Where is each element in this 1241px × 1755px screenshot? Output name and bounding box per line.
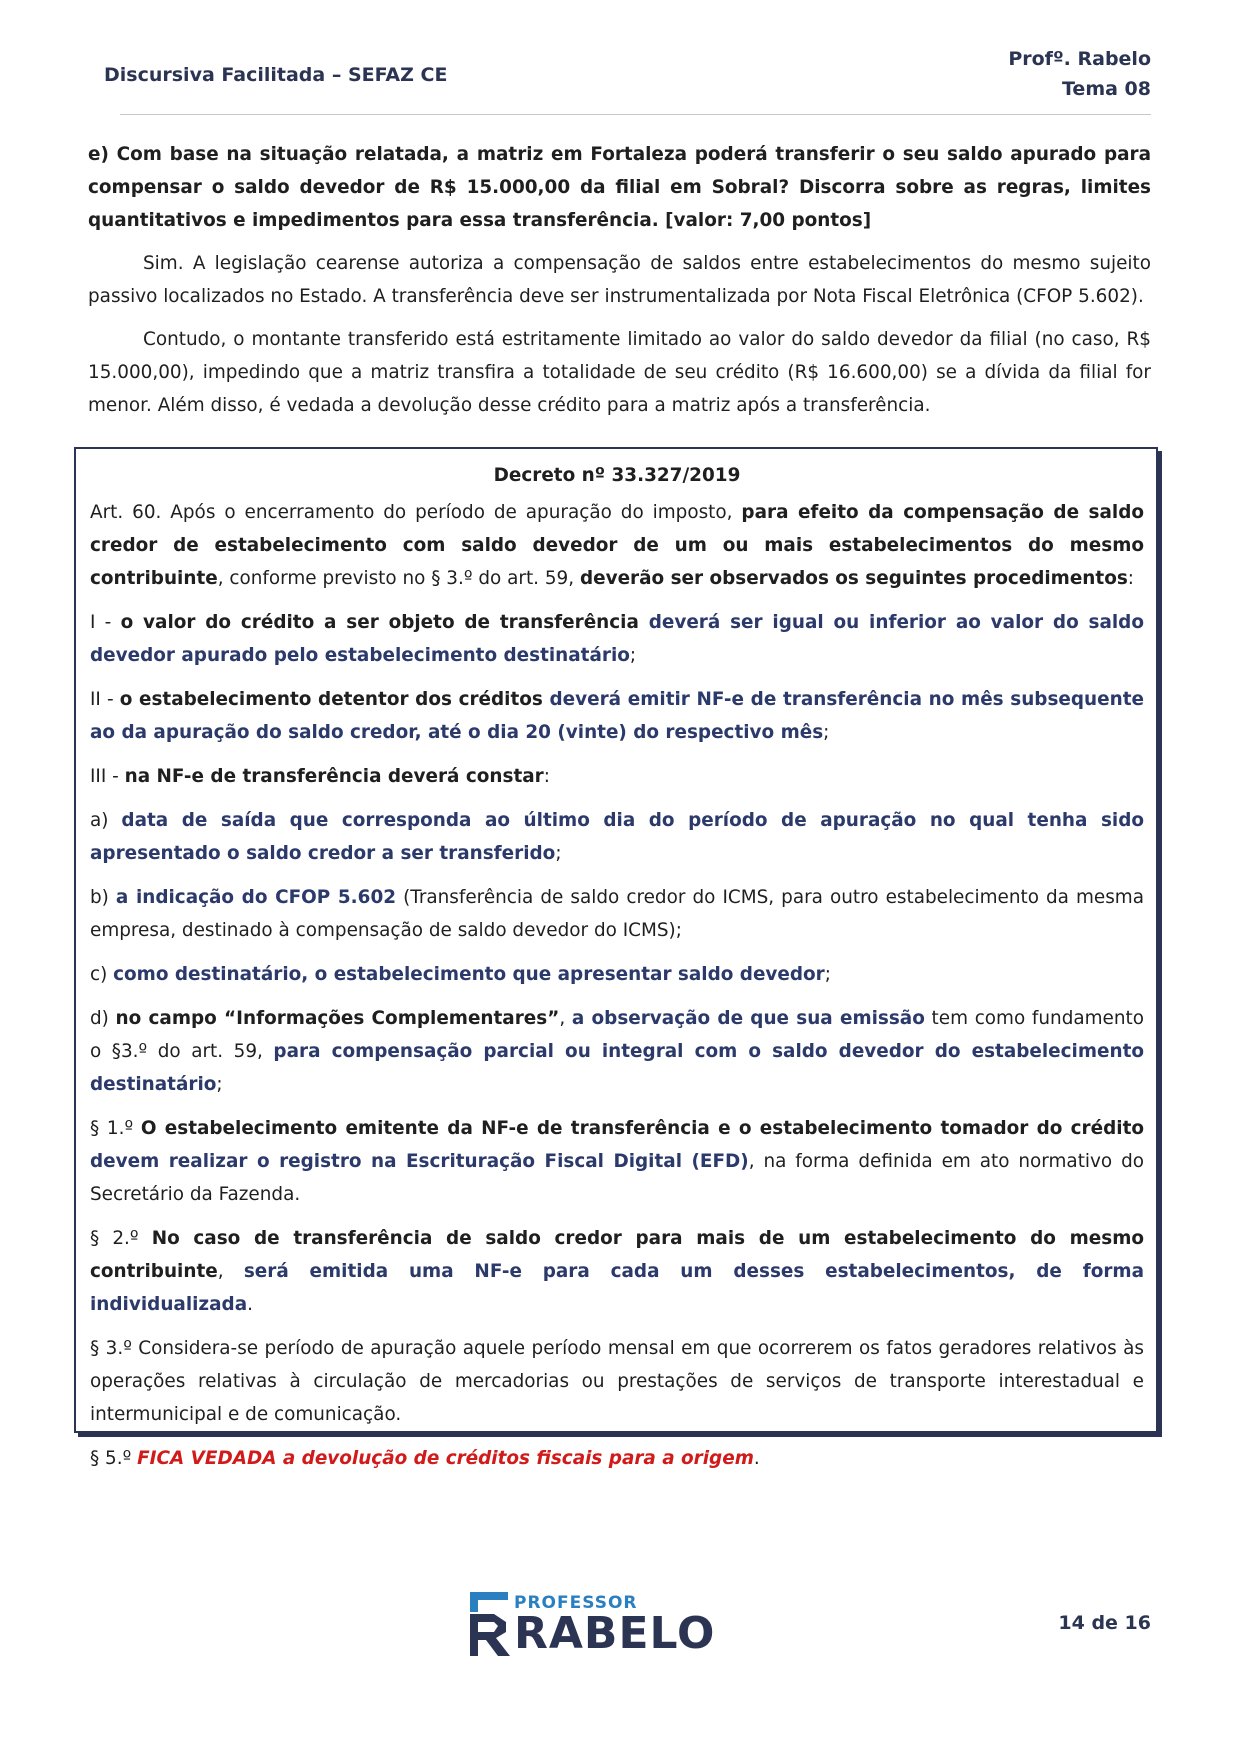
text-run: . [753,1448,760,1469]
decree-subitem-c [90,958,1144,991]
answer-paragraph-2: Contudo, o montante transferido está estritamente limitado ao valor do saldo devedor da filial (no caso, R$ 15.000,00), impedindo que a matriz transfira a totalidade de seu crédito (R$ 16.600,00) se a dívida da filial for menor. Além disso, é vedada a devolução desse crédito para a matriz após a transferência. [88,329,1151,416]
text-run: b) [90,887,116,908]
text-run: § 2.º [90,1228,152,1249]
text-run: : [1127,568,1134,589]
text-run: : [543,766,550,787]
decree-paragraph-3: § 3.º Considera-se período de apuração aquele período mensal em que ocorrerem os fatos geradores relativos às operações relativas à circulação de mercadorias ou prestações de serviços de transporte interestadual e intermunicipal e de comunicação. [90,1338,1144,1425]
text-run: a) [90,810,122,831]
text-run: deverão ser observados os seguintes procedimentos [579,568,1128,589]
question-text: e) Com base na situação relatada, a matriz em Fortaleza poderá transferir o seu saldo apurado para compensar o saldo devedor de R$ 15.000,00 da filial em Sobral? Discorra sobre as regras, limites quantitativos e impedimentos para essa transferência. [valor: 7,00 pontos] [88,144,1151,231]
text-run: a indicação do CFOP 5.602 [115,887,397,908]
text-run: ; [555,843,562,864]
header-author-block [1008,44,1151,104]
decree-subitem-a [90,804,1144,870]
page-number: 14 de 16 [1058,1612,1151,1634]
decree-box [74,447,1158,1469]
text-run: ; [824,964,831,985]
text-run: será emitida uma NF-e para cada um desses estabelecimentos, de forma individualizada [90,1261,1144,1315]
text-run: O estabelecimento emitente da NF-e de transferência e o estabelecimento tomador do crédito [140,1118,1144,1139]
decree-item-iii [90,760,1144,793]
text-run: data de saída que corresponda ao último dia do período de apuração no qual tenha sido apresentado o saldo credor a ser transferido [90,810,1144,864]
text-run: para efeito da compensação de saldo credor de estabelecimento com saldo devedor de um ou mais estabelecimentos do mesmo contribuinte [90,502,1144,589]
professor-rabelo-logo [468,1590,716,1660]
decree-paragraph-1 [90,1112,1144,1211]
author-name: Profº. Rabelo [1008,48,1151,70]
text-run: § 5.º [90,1448,138,1469]
text-run: deverá ser igual ou inferior ao valor do saldo devedor apurado pelo estabelecimento destinatário [90,612,1144,666]
text-run: deverá emitir NF-e de transferência no mês subsequente ao da apuração do saldo credor, até o dia 20 (vinte) do respectivo mês [90,689,1144,743]
decree-item-ii [90,683,1144,749]
text-run: § 1.º [90,1118,141,1139]
text-run: na NF-e de transferência deverá constar [124,766,544,787]
text-run: c) [90,964,114,985]
logo-mark-icon [468,1592,512,1658]
logo-main-text: RABELO [514,1608,716,1659]
text-run: . [247,1294,253,1315]
text-run: (Transferência de saldo credor do ICMS, para outro estabelecimento da mesma empresa, destinado à compensação de saldo devedor do ICMS); [90,887,1144,941]
text-run: o valor do crédito a ser objeto de transferência [120,612,639,633]
text-run: devem realizar o registro na Escrituração Fiscal Digital (EFD) [90,1151,749,1172]
logo-top-text: PROFESSOR [514,1593,638,1613]
text-run: tem como fundamento o §3.º do art. 59, [90,1008,1144,1062]
text-run: II - [90,689,120,710]
decree-paragraph-2 [90,1222,1144,1321]
text-run: No caso de transferência de saldo credor para mais de um estabelecimento do mesmo contribuinte [90,1228,1145,1282]
text-run: a observação de que sua emissão [571,1008,925,1029]
text-run: III - [90,766,125,787]
text-run: como destinatário, o estabelecimento que apresentar saldo devedor [113,964,825,985]
text-run: para compensação parcial ou integral com o saldo devedor do estabelecimento destinatário [90,1041,1145,1095]
decree-paragraph-5 [90,1442,1144,1475]
text-run: Art. 60. Após o encerramento do período de apuração do imposto, [90,502,742,523]
text-run: FICA VEDADA a devolução de créditos fiscais para a origem [137,1448,754,1469]
text-run: ; [629,645,637,666]
document-title: Discursiva Facilitada – SEFAZ CE [104,64,448,86]
text-run: ; [823,722,830,743]
answer-paragraph-1: Sim. A legislação cearense autoriza a compensação de saldos entre estabelecimentos do mesmo sujeito passivo localizados no Estado. A transferência deve ser instrumentalizada por Nota Fiscal Eletrônica (CFOP 5.602). [88,253,1151,307]
text-run: , [217,1261,244,1282]
decree-subitem-b [90,881,1144,947]
text-run: ; [216,1074,223,1095]
text-run: , conforme previsto no § 3.º do art. 59, [217,568,580,589]
topic-label: Tema 08 [1062,78,1151,100]
text-run: d) [90,1008,116,1029]
decree-subitem-d [90,1002,1144,1101]
text-run: no campo “Informações Complementares” [115,1008,560,1029]
main-content [88,138,1151,432]
text-run: o estabelecimento detentor dos créditos [119,689,543,710]
header-divider [120,114,1151,115]
decree-item-i [90,606,1144,672]
text-run: I - [90,612,121,633]
decree-article-60 [90,496,1144,595]
text-run: , [559,1008,572,1029]
decree-title: Decreto nº 33.327/2019 [493,465,741,486]
text-run: , na forma definida em ato normativo do Secretário da Fazenda. [90,1151,1144,1205]
